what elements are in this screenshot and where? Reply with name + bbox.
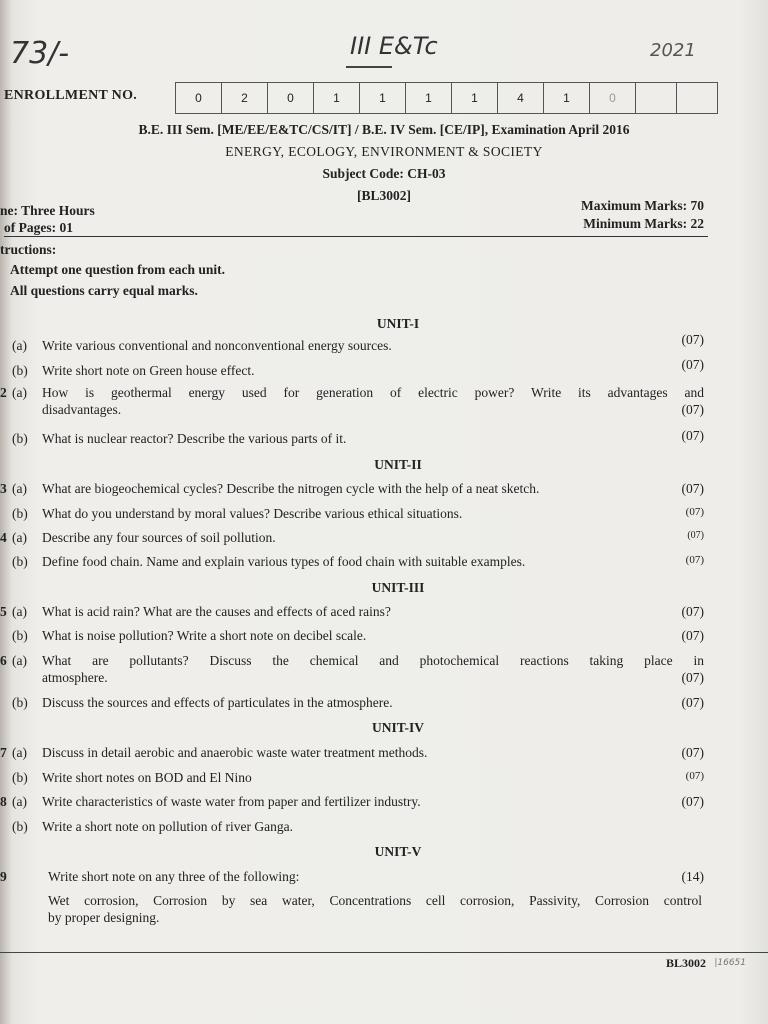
- question-marks: (07): [685, 770, 704, 782]
- question-label: (a): [12, 385, 27, 400]
- question-label: (a): [12, 653, 27, 668]
- footer-handwritten-note: |16651: [714, 958, 746, 968]
- question-text: Write short note on Green house effect.: [42, 363, 255, 378]
- enrollment-digit: 2: [221, 82, 268, 114]
- question-number: 4: [0, 530, 7, 545]
- question-marks: (07): [681, 794, 704, 809]
- question-marks: (07): [681, 745, 704, 760]
- enrollment-digit: 1: [543, 82, 590, 114]
- question-text: What are biogeochemical cycles? Describe the nitrogen cycle with the help of a neat sketch.: [42, 481, 540, 496]
- unit-title: UNIT-III: [371, 580, 425, 595]
- question-6b: [0, 695, 710, 713]
- handwritten-fee-note: 73/-: [10, 36, 70, 71]
- footer-divider: [0, 952, 768, 953]
- question-number: 2: [0, 385, 7, 400]
- question-2b: [0, 428, 710, 449]
- enrollment-digit: 0: [589, 82, 636, 114]
- question-text: How is geothermal energy used for generation of electric power? Write its advantages and: [42, 385, 704, 400]
- question-5a: [0, 604, 710, 622]
- instruction-item: All questions carry equal marks.: [10, 283, 198, 298]
- question-label: (b): [12, 363, 28, 378]
- question-marks: (07): [681, 670, 704, 685]
- enrollment-digit: 0: [267, 82, 314, 114]
- question-7b: [0, 770, 710, 788]
- question-text: Describe any four sources of soil pollution.: [42, 530, 276, 545]
- question-label: (a): [12, 604, 27, 619]
- enrollment-label: ENROLLMENT NO.: [4, 88, 138, 103]
- question-label: (b): [12, 506, 28, 521]
- question-4a: [0, 530, 710, 548]
- question-3a: [0, 481, 710, 499]
- question-marks: (07): [681, 332, 704, 347]
- question-7a: [0, 745, 710, 763]
- question-1a: [0, 332, 710, 356]
- question-4b: [0, 554, 710, 572]
- unit-title: UNIT-V: [374, 844, 422, 859]
- question-text-continued: disadvantages.: [42, 402, 122, 417]
- question-marks: (07): [681, 481, 704, 496]
- subject-name: ENERGY, ECOLOGY, ENVIRONMENT & SOCIETY: [225, 144, 543, 159]
- handwritten-underline: [346, 66, 392, 68]
- question-number: 5: [0, 604, 7, 619]
- question-9: [0, 869, 710, 887]
- question-number: 6: [0, 653, 7, 668]
- question-marks: (07): [685, 554, 704, 566]
- question-8b: [0, 819, 710, 837]
- question-label: (a): [12, 338, 27, 353]
- question-label: (b): [12, 554, 28, 569]
- question-text-continued: by proper designing.: [48, 910, 160, 925]
- enrollment-digit: 1: [359, 82, 406, 114]
- question-label: (b): [12, 770, 28, 785]
- question-marks: (07): [681, 357, 704, 372]
- enrollment-digit: 1: [313, 82, 360, 114]
- question-3b: [0, 506, 710, 524]
- enrollment-digit: 0: [175, 82, 222, 114]
- question-number: 9: [0, 869, 7, 884]
- enrollment-digit: 1: [451, 82, 498, 114]
- question-label: (b): [12, 819, 28, 834]
- enrollment-digit: 1: [405, 82, 452, 114]
- enrollment-digit: [676, 82, 718, 114]
- question-1b: [0, 357, 710, 381]
- header-divider: [4, 236, 708, 237]
- footer-paper-code: BL3002: [665, 956, 706, 970]
- question-marks: (07): [685, 506, 704, 518]
- question-marks: (07): [681, 695, 704, 710]
- question-label: (b): [12, 695, 28, 710]
- question-6a: [0, 653, 710, 685]
- question-text: What do you understand by moral values? Describe various ethical situations.: [42, 506, 463, 521]
- min-marks: Minimum Marks: 22: [583, 216, 704, 231]
- question-text: What is acid rain? What are the causes and effects of aced rains?: [42, 604, 391, 619]
- question-text: Write short notes on BOD and El Nino: [42, 770, 252, 785]
- question-text: Discuss the sources and effects of particulates in the atmosphere.: [42, 695, 393, 710]
- question-label: (a): [12, 530, 27, 545]
- question-marks: (07): [681, 402, 704, 417]
- page-count: of Pages: 01: [4, 220, 73, 235]
- question-marks: (07): [687, 530, 704, 541]
- question-2a: [0, 385, 710, 417]
- question-number: 8: [0, 794, 7, 809]
- paper-code: [BL3002]: [357, 188, 411, 203]
- handwritten-year-note: 2021: [650, 40, 696, 61]
- unit-title: UNIT-IV: [371, 720, 425, 735]
- exam-title: B.E. III Sem. [ME/EE/E&TC/CS/IT] / B.E. IV Sem. [CE/IP], Examination April 2016: [138, 122, 630, 137]
- question-text: Define food chain. Name and explain various types of food chain with suitable examples.: [42, 554, 526, 569]
- enrollment-number-grid: [176, 82, 718, 112]
- question-text: Write various conventional and nonconventional energy sources.: [42, 338, 392, 353]
- question-text: What is noise pollution? Write a short note on decibel scale.: [42, 628, 367, 643]
- question-marks: (14): [681, 869, 704, 884]
- question-text: Write characteristics of waste water from paper and fertilizer industry.: [42, 794, 421, 809]
- question-marks: (07): [681, 604, 704, 619]
- question-text: Discuss in detail aerobic and anaerobic waste water treatment methods.: [42, 745, 428, 760]
- question-label: (b): [12, 628, 28, 643]
- question-marks: (07): [681, 428, 704, 443]
- question-5b: [0, 628, 710, 646]
- question-number: 3: [0, 481, 7, 496]
- question-label: (a): [12, 794, 27, 809]
- question-text: Wet corrosion, Corrosion by sea water, Concentrations cell corrosion, Passivity, Corrosion control: [48, 893, 702, 908]
- question-text: Write a short note on pollution of river Ganga.: [42, 819, 294, 834]
- question-label: (a): [12, 481, 27, 496]
- unit-title: UNIT-I: [376, 316, 420, 331]
- exam-duration: ne: Three Hours: [0, 203, 95, 218]
- question-8a: [0, 794, 710, 812]
- subject-code: Subject Code: CH-03: [322, 166, 446, 181]
- question-text: What are pollutants? Discuss the chemical and photochemical reactions taking place in: [42, 653, 704, 668]
- instruction-item: Attempt one question from each unit.: [10, 262, 225, 277]
- question-label: (b): [12, 431, 28, 446]
- enrollment-digit: 4: [497, 82, 544, 114]
- max-marks: Maximum Marks: 70: [581, 198, 704, 213]
- question-text: Write short note on any three of the following:: [48, 869, 300, 884]
- question-number: 7: [0, 745, 7, 760]
- question-text: What is nuclear reactor? Describe the various parts of it.: [42, 431, 347, 446]
- enrollment-digit: [635, 82, 677, 114]
- instructions-title: tructions:: [0, 242, 57, 257]
- question-marks: (07): [681, 628, 704, 643]
- handwritten-branch-note: III E&Tc: [350, 32, 438, 60]
- question-text-continued: atmosphere.: [42, 670, 108, 685]
- question-label: (a): [12, 745, 27, 760]
- question-9-topics: [0, 893, 710, 925]
- unit-title: UNIT-II: [374, 457, 422, 472]
